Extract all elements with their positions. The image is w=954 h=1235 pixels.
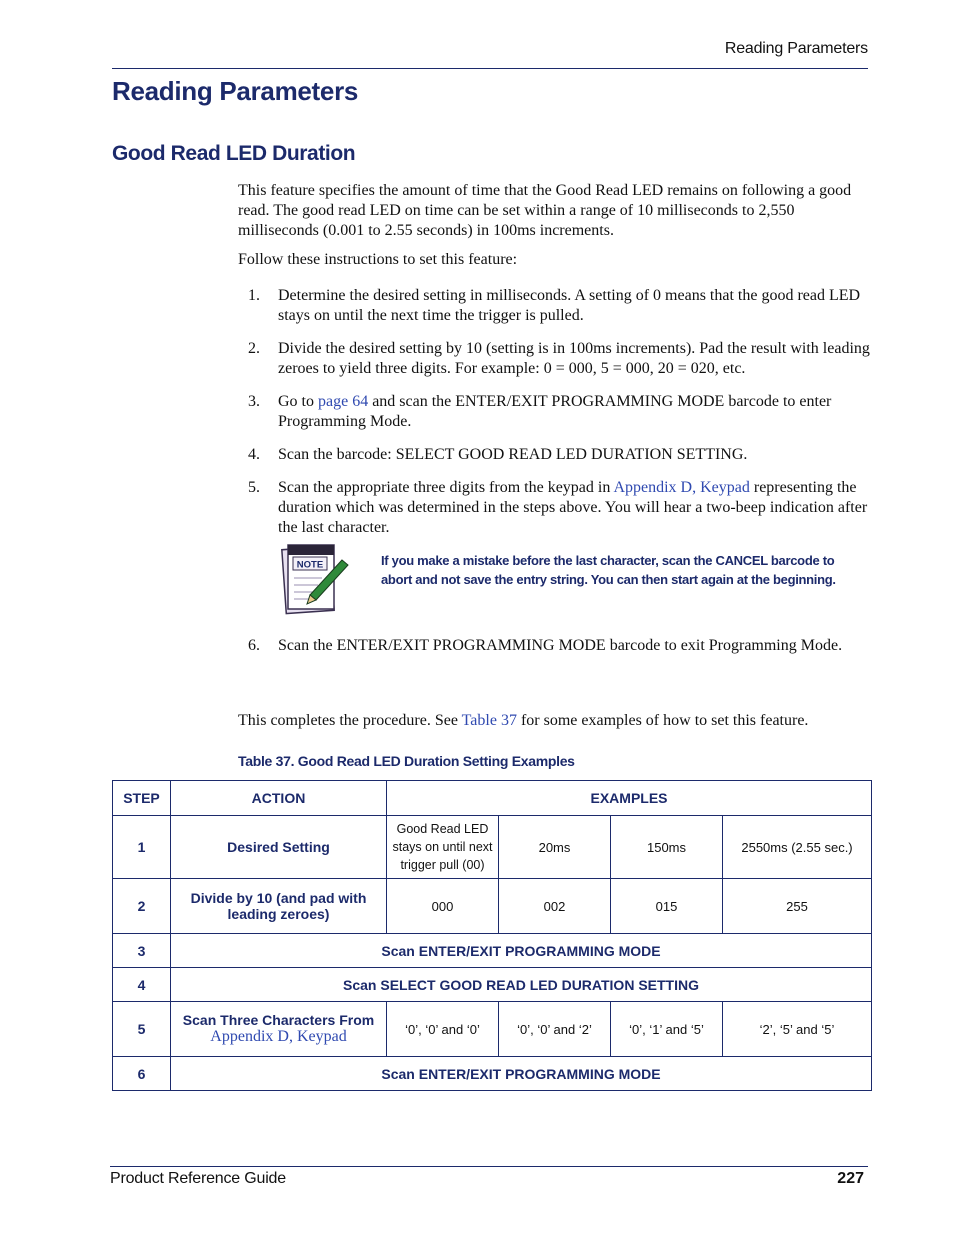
example-cell: 015 [611, 879, 723, 934]
spanning-action-cell: Scan ENTER/EXIT PROGRAMMING MODE [171, 934, 872, 968]
running-header: Reading Parameters [724, 40, 868, 57]
action-cell: Desired Setting [171, 816, 387, 879]
example-cell: 255 [723, 879, 872, 934]
subsection-title: Good Read LED Duration [112, 142, 356, 165]
step-text: Divide the desired setting by 10 (setting is in 100ms increments). Pad the result with leading zeroes to yield three digits. For example: 0 = 000, 5 = 000, 20 = 020, etc. [278, 340, 870, 377]
step-text: Determine the desired setting in milliseconds. A setting of 0 means that the good read LED stays on until the next time the trigger is pulled. [278, 287, 861, 324]
example-cell: ‘0’, ‘0’ and ‘2’ [499, 1002, 611, 1057]
step-cell: 5 [113, 1002, 171, 1057]
table-row [113, 816, 872, 879]
appendix-d-keypad-table-link[interactable]: Appendix D, Keypad [210, 1028, 347, 1045]
table-row [113, 879, 872, 934]
step-number: 6. [248, 637, 260, 654]
table-row [113, 1002, 872, 1057]
example-cell: Good Read LED stays on until next trigger pull (00) [387, 816, 499, 879]
step-cell: 6 [113, 1057, 171, 1091]
step-text: Scan the ENTER/EXIT PROGRAMMING MODE barcode to exit Programming Mode. [278, 637, 843, 654]
example-cell: 000 [387, 879, 499, 934]
step-number: 3. [248, 393, 260, 410]
example-cell: ‘2’, ‘5’ and ‘5’ [723, 1002, 872, 1057]
step-number: 4. [248, 446, 260, 463]
step-text-pre: Go to [278, 393, 318, 410]
page-64-link[interactable]: page 64 [318, 393, 369, 410]
spanning-action-cell: Scan SELECT GOOD READ LED DURATION SETTING [171, 968, 872, 1002]
table-row [113, 968, 872, 1002]
table-header-row [113, 781, 872, 816]
step-number: 2. [248, 340, 260, 357]
step-text-post: and scan the ENTER/EXIT PROGRAMMING MODE barcode to enter Programming Mode. [278, 393, 832, 430]
example-cell: 2550ms (2.55 sec.) [723, 816, 872, 879]
step-text-pre: Scan the appropriate three digits from the keypad in [278, 479, 614, 496]
step-text [278, 392, 870, 432]
note-icon-label: NOTE [296, 559, 324, 571]
examples-table [112, 780, 872, 1091]
step-cell: 3 [113, 934, 171, 968]
table-row [113, 934, 872, 968]
footer-rule [110, 1166, 868, 1167]
step-cell: 2 [113, 879, 171, 934]
header-step: STEP [113, 781, 171, 816]
step-cell: 4 [113, 968, 171, 1002]
example-cell: ‘0’, ‘1’ and ‘5’ [611, 1002, 723, 1057]
section-title: Reading Parameters [112, 76, 359, 106]
appendix-d-keypad-link[interactable]: Appendix D, Keypad [613, 479, 750, 496]
step-text: Scan the barcode: SELECT GOOD READ LED DURATION SETTING. [278, 446, 748, 463]
intro-paragraph: This feature specifies the amount of time that the Good Read LED remains on following a good read. The good read LED on time can be set within a range of 10 milliseconds to 2,550 milliseconds (0.001 to 2.55 seconds) in 100ms increments. [238, 182, 852, 239]
action-cell: Divide by 10 (and pad with leading zeroes) [171, 879, 387, 934]
example-cell: 002 [499, 879, 611, 934]
table-caption: Table 37. Good Read LED Duration Setting Examples [238, 753, 575, 769]
action-cell-text: Scan Three Characters From [182, 1012, 375, 1028]
table-37-link[interactable]: Table 37 [461, 712, 517, 729]
step-cell: 1 [113, 816, 171, 879]
completes-pre: This completes the procedure. See [238, 712, 462, 729]
table-row [113, 1057, 872, 1091]
action-cell [171, 1002, 387, 1057]
note-text: If you make a mistake before the last character, scan the CANCEL barcode to abort and not save the entry string. You can then start again at the beginning. [381, 553, 836, 587]
spanning-action-cell: Scan ENTER/EXIT PROGRAMMING MODE [171, 1057, 872, 1091]
step-text-post: representing the duration which was determined in the steps above. You will hear a two-beep indication after the last character. [278, 479, 868, 536]
step-number: 5. [248, 479, 260, 496]
header-action: ACTION [171, 781, 387, 816]
step-text [278, 478, 870, 538]
footer-title: Product Reference Guide [110, 1170, 286, 1187]
header-rule [112, 68, 868, 69]
example-cell: 150ms [611, 816, 723, 879]
completes-post: for some examples of how to set this feature. [516, 712, 809, 729]
completes-paragraph [238, 711, 870, 731]
step-number: 1. [248, 287, 260, 304]
page-number: 227 [837, 1170, 864, 1187]
example-cell: ‘0’, ‘0’ and ‘0’ [387, 1002, 499, 1057]
note-icon [280, 542, 352, 616]
header-examples: EXAMPLES [387, 781, 872, 816]
example-cell: 20ms [499, 816, 611, 879]
follow-paragraph: Follow these instructions to set this feature: [238, 251, 518, 268]
